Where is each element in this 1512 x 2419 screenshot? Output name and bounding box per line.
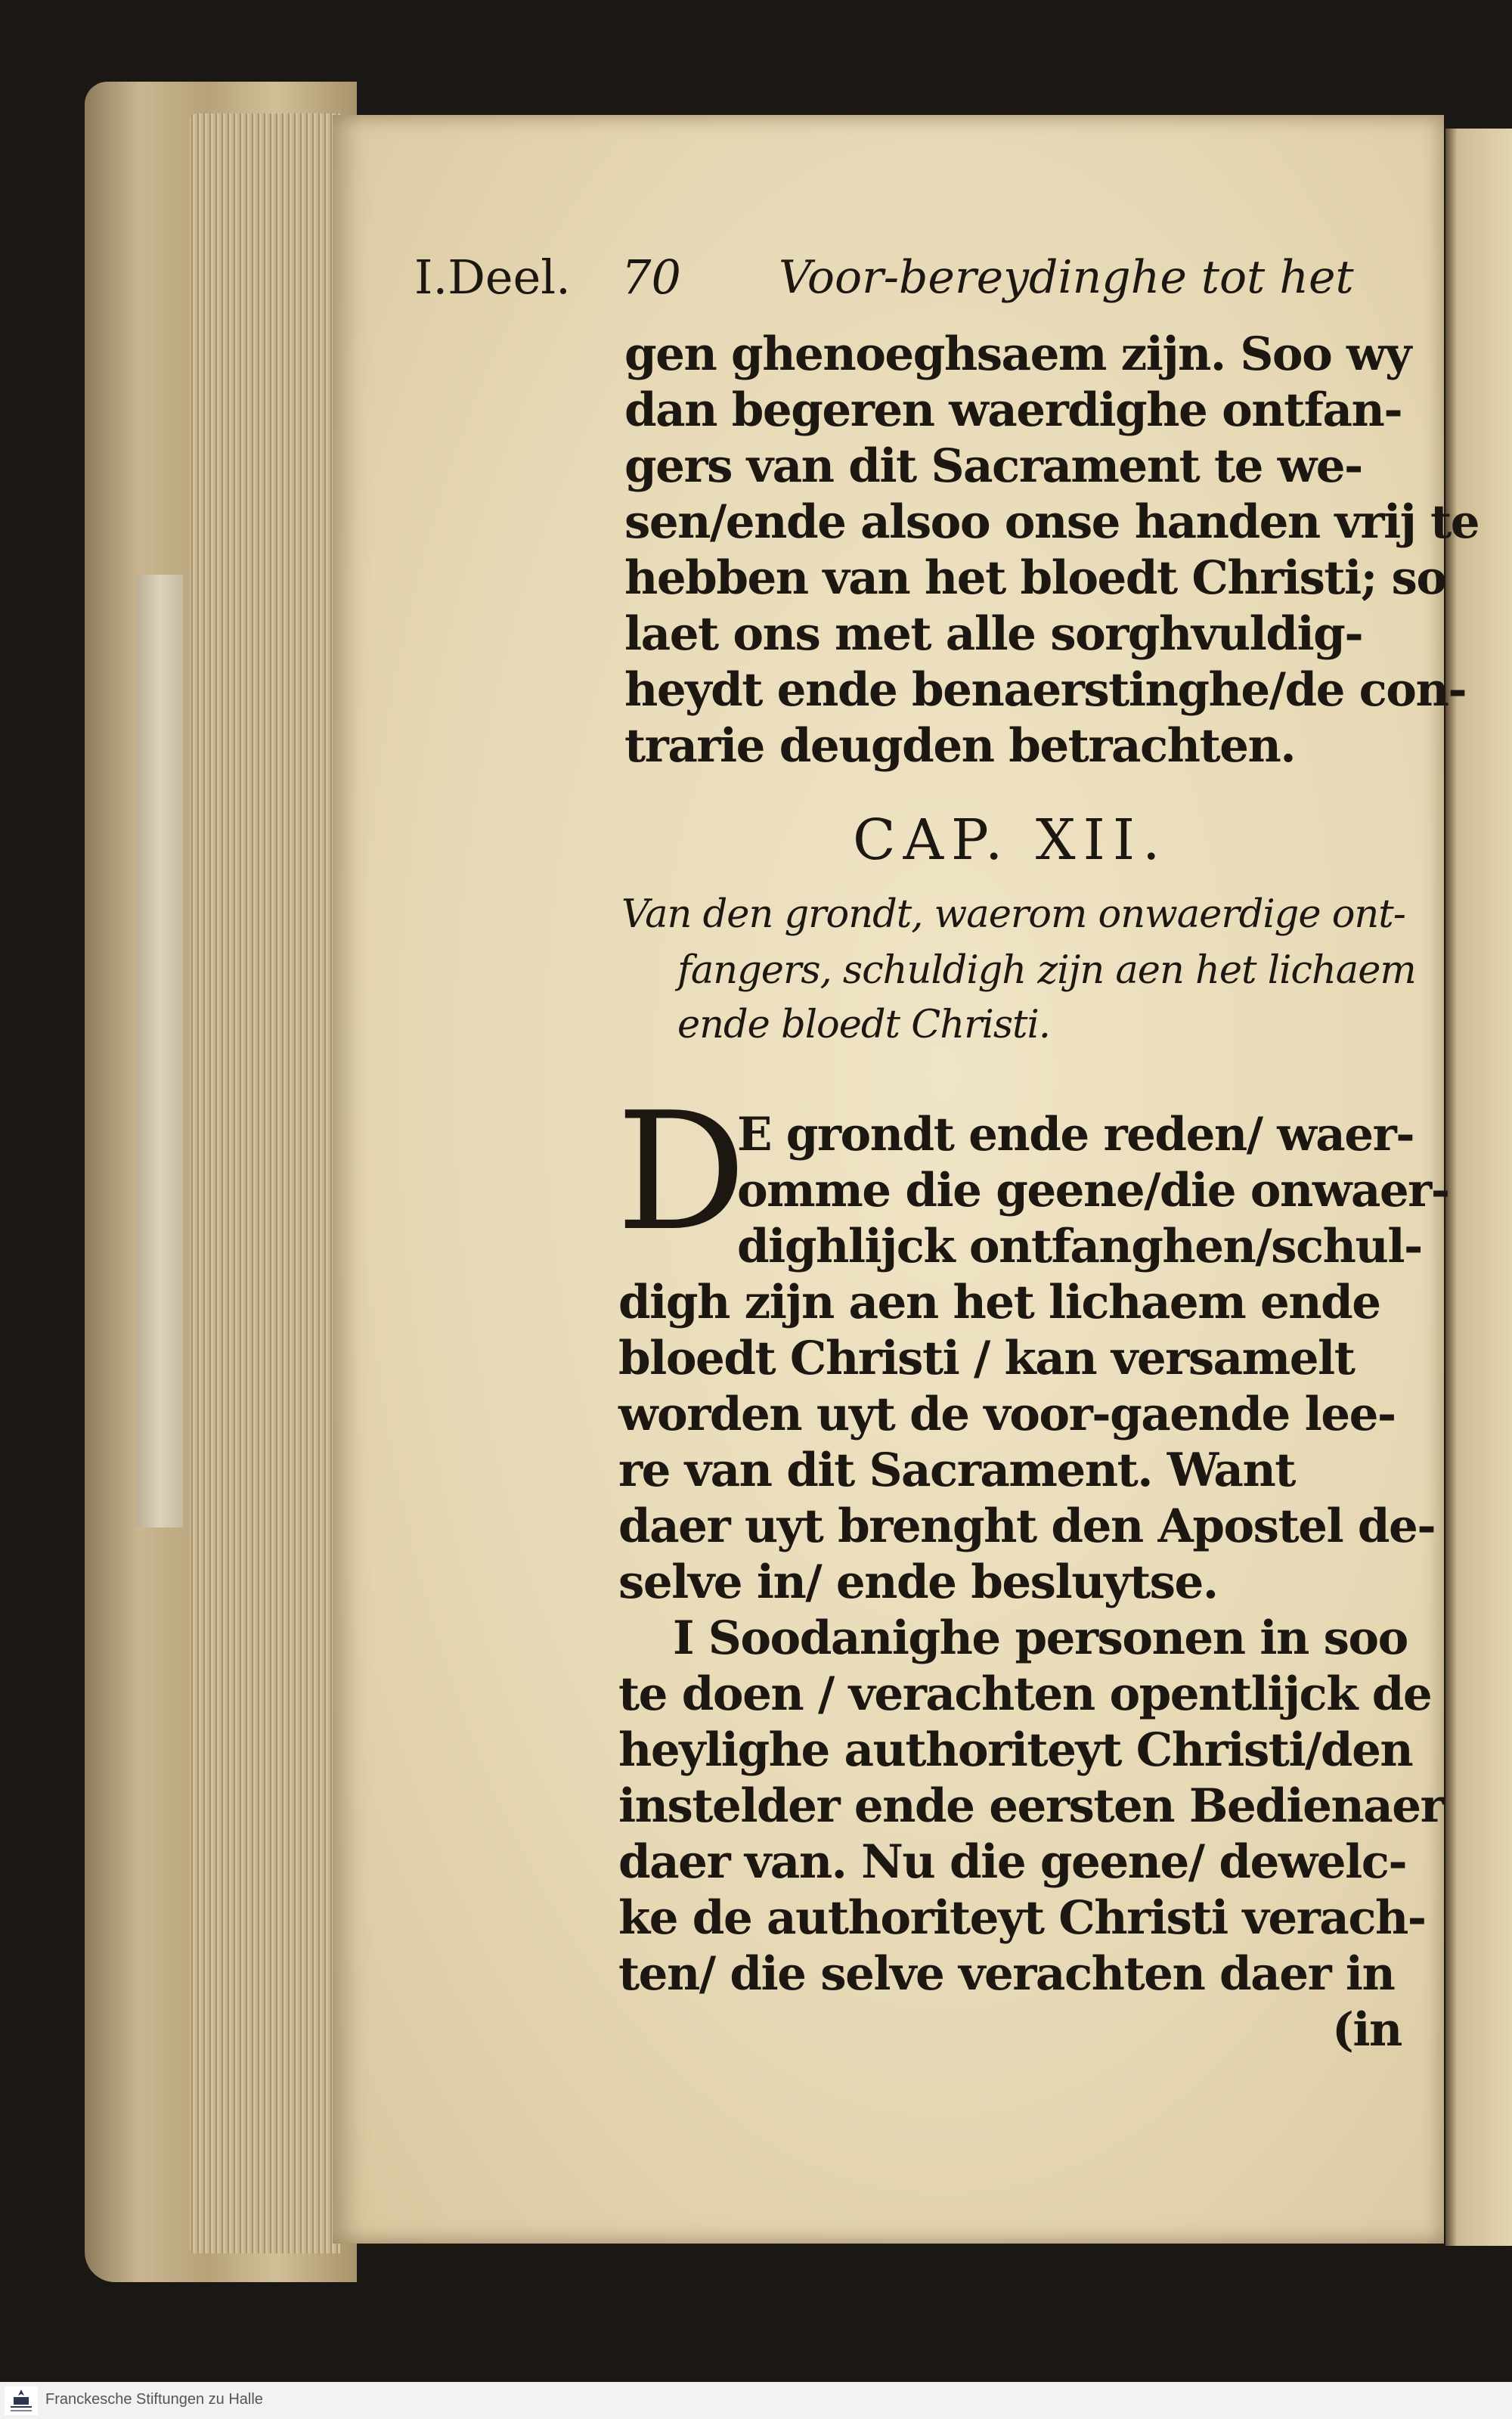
summary-line: fangers, schuldigh zijn aen het lichaem xyxy=(677,948,1416,993)
text-line: daer van. Nu die geene/ dewelc- xyxy=(618,1835,1407,1889)
text-line: dan begeren waerdighe ontfan- xyxy=(624,383,1402,437)
paper-slip xyxy=(136,575,183,1527)
text-line: bloedt Christi / kan versamelt xyxy=(618,1332,1355,1385)
facing-page-edge xyxy=(1445,129,1512,2246)
institution-logo-icon xyxy=(5,2386,38,2415)
page-number: 70 xyxy=(621,250,681,305)
footer-bar xyxy=(0,2382,1512,2419)
text-line: I Soodanighe personen in soo xyxy=(673,1611,1408,1665)
text-line: gen ghenoeghsaem zijn. Soo wy xyxy=(624,327,1411,381)
text-line: E grondt ende reden/ waer- xyxy=(737,1108,1414,1161)
summary-line: ende bloedt Christi. xyxy=(677,1003,1051,1047)
catchword: (in xyxy=(1332,2003,1402,2057)
text-line: worden uyt de voor-gaende lee- xyxy=(618,1388,1396,1441)
text-line: heydt ende benaerstinghe/de con- xyxy=(624,663,1467,717)
footer-credit: Franckesche Stiftungen zu Halle xyxy=(45,2391,263,2408)
drop-cap: D xyxy=(616,1077,747,1267)
text-line: gers van dit Sacrament te we- xyxy=(624,439,1362,493)
text-line: laet ons met alle sorghvuldig- xyxy=(624,607,1363,661)
text-line: trarie deugden betrachten. xyxy=(624,719,1296,773)
text-line: omme die geene/die onwaer- xyxy=(737,1164,1449,1217)
text-line: daer uyt brenght den Apostel de- xyxy=(618,1499,1436,1553)
page-stack-edge xyxy=(189,113,340,2253)
text-line: te doen / verachten opentlijck de xyxy=(618,1667,1432,1721)
text-line: selve in/ ende besluytse. xyxy=(618,1555,1218,1609)
text-line: heylighe authoriteyt Christi/den xyxy=(618,1723,1413,1777)
summary-line: Van den grondt, waerom onwaerdige ont- xyxy=(621,892,1405,937)
part-label: I.Deel. xyxy=(414,250,571,305)
text-line: ten/ die selve verachten daer in xyxy=(618,1947,1395,2001)
text-line: ke de authoriteyt Christi verach- xyxy=(618,1891,1426,1945)
text-line: instelder ende eersten Bedienaer xyxy=(618,1779,1444,1833)
text-line: dighlijck ontfanghen/schul- xyxy=(737,1220,1422,1273)
text-line: hebben van het bloedt Christi; so xyxy=(624,551,1446,605)
running-title: Voor-bereydinghe tot het xyxy=(779,251,1354,304)
text-line: re van dit Sacrament. Want xyxy=(618,1444,1295,1497)
text-line: sen/ende alsoo onse handen vrij te xyxy=(624,495,1479,549)
chapter-heading: CAP. XII. xyxy=(853,808,1168,873)
text-line: digh zijn aen het lichaem ende xyxy=(618,1276,1380,1329)
